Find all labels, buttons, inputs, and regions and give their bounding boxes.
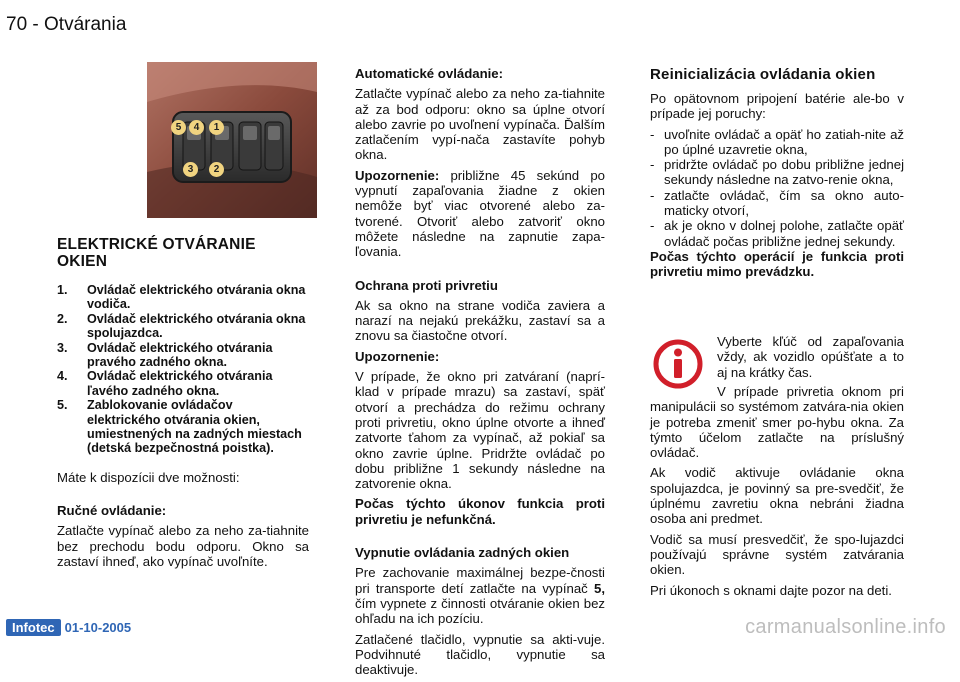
list-item: - ak je okno v dolnej polohe, zatlačte opäť ovládač počas približne jednej sekundy. [650, 218, 904, 249]
warning2-label: Upozornenie: [355, 348, 440, 364]
manual-text: Zatlačte vypínač alebo za neho za-tiahnite bez prechodu bodu odporu. Okno sa zastaví ihneď, ako vypínač uvoľníte. [57, 523, 309, 570]
list-item: 5. Zablokovanie ovládačov elektrického otvárania okien, umiestnených na zadných miestach (detská bezpečnostná poistka). [57, 398, 302, 456]
info-text-top: Vyberte kľúč od zapaľovania vždy, ak vozidlo opúšťate a to aj na krátky čas. [717, 334, 904, 380]
control-list [57, 283, 309, 456]
anti-pinch-text: Ak sa okno na strane vodiča zaviera a narazí na nejakú prekážku, zastaví sa a znovu sa čiastočne otvorí. [355, 297, 605, 344]
list-item: 3. Ovládač elektrického otvárania pravého zadného okna. [57, 340, 273, 370]
right-column [650, 66, 904, 285]
auto-text: Zatlačte vypínač alebo za neho za-tiahnite až za bod odporu: okno sa úplne otvorí alebo zavrie po uvoľnení vypínača. Ďalším zatlačením vypí-nača zastavíte pohyb okna. [355, 86, 605, 163]
callout-4: 4 [189, 120, 204, 135]
reinit-heading: Reinicializácia ovládania okien [650, 66, 876, 83]
info-paragraph-2: V prípade privretia oknom pri manipulácii so systémom zatvára-nia okien je potreba zmeniť smer po-hybu okna. Za týmto účelom zatlačte na príslušný ovládač. [650, 384, 904, 461]
warning-text: približne 45 sekúnd po vypnutí zapaľovania žiadne z okien nemôže byť viac otvorené alebo za-tvorené. Otvoriť alebo zatvoriť okno môžete následne na zapnutie zapa-ľovania. [355, 167, 605, 260]
warning-label: Upozornenie: [355, 167, 440, 183]
list-item: 4. Ovládač elektrického otvárania ľavého zadného okna. [57, 369, 273, 398]
list-item: - zatlačte ovládač, čím sa okno auto-maticky otvorí, [650, 187, 904, 219]
rear-disable-text2: Zatlačené tlačidlo, vypnutie sa akti-vuje. Podvihnuté tlačidlo, vypnutie sa deaktivuje. [355, 631, 605, 678]
list-item: 1. Ovládač elektrického otvárania okna vodiča. [57, 283, 306, 312]
section-heading: ELEKTRICKÉ OTVÁRANIE OKIEN [57, 236, 256, 270]
list-item: - uvoľnite ovládač a opäť ho zatiah-nite až po úplné uzavretie okna, [650, 126, 904, 157]
list-item: - pridržte ovládač po dobu približne jednej sekundy následne na zatvo-renie okna, [650, 157, 904, 188]
reinit-steps [650, 127, 904, 249]
options-intro: Máte k dispozícii dve možnosti: [57, 469, 240, 485]
rear-disable-title: Vypnutie ovládania zadných okien [355, 545, 570, 561]
reinit-intro: Po opätovnom pripojení batérie ale-bo v prípade jej poruchy: [650, 91, 904, 122]
info-paragraph-4: Vodič sa musí presvedčiť, že spo-lujazdci používajú správne systém zatvárania okien. [650, 531, 904, 578]
info-paragraph-5: Pri úkonoch s oknami dajte pozor na deti. [650, 582, 892, 598]
footer [6, 618, 131, 636]
footer-date: 01-10-2005 [64, 619, 132, 635]
window-switch-photo [147, 62, 317, 218]
callout-2: 2 [209, 162, 224, 177]
callout-5: 5 [171, 120, 186, 135]
page-title: 70 - Otvárania [6, 14, 127, 35]
manual-title: Ručné ovládanie: [57, 503, 167, 519]
info-text-rest [650, 384, 904, 603]
list-item: 2. Ovládač elektrického otvárania okna spolujazdca. [57, 311, 306, 341]
infotec-logo: Infotec [6, 619, 61, 636]
callout-1: 1 [209, 120, 224, 135]
rear-disable-text: Pre zachovanie maximálnej bezpe-čnosti pri transporte detí zatlačte na vypínač 5, čím vypnete z činnosti otváranie okien bez ohľadu na ich pozíciu. [355, 565, 605, 627]
warning-paragraph [355, 168, 605, 260]
info-icon [652, 338, 704, 390]
anti-pinch-note: Počas týchto úkonov funkcia proti privretiu je nefunkčná. [355, 496, 605, 527]
left-column [57, 236, 309, 574]
warning2-text: V prípade, že okno pri zatváraní (naprí-klad v prípade mrazu) sa zastaví, späť otvorí a prechádza do režimu ochrany proti privretiu, okno úplne otvorte a ihneď zatvorte ťahom za vypínač, až pokiaľ sa okno zavrie úplne. Pridržte ovládač po dobu približne 1 sekundy následne na zatvorenie okna. [355, 369, 605, 492]
watermark: carmanualsonline.info [745, 616, 946, 638]
middle-column [355, 66, 605, 682]
info-paragraph-3: Ak vodič aktivuje ovládanie okna spolujazdca, je povinný sa pre-svedčiť, že úplnému zavretiu okna nebráni žiadna osoba ani predmet. [650, 465, 904, 527]
callout-3: 3 [183, 162, 198, 177]
reinit-note: Počas týchto operácií je funkcia proti privretiu mimo prevádzku. [650, 248, 904, 280]
auto-title: Automatické ovládanie: [355, 66, 504, 81]
anti-pinch-title: Ochrana proti privretiu [355, 277, 498, 293]
